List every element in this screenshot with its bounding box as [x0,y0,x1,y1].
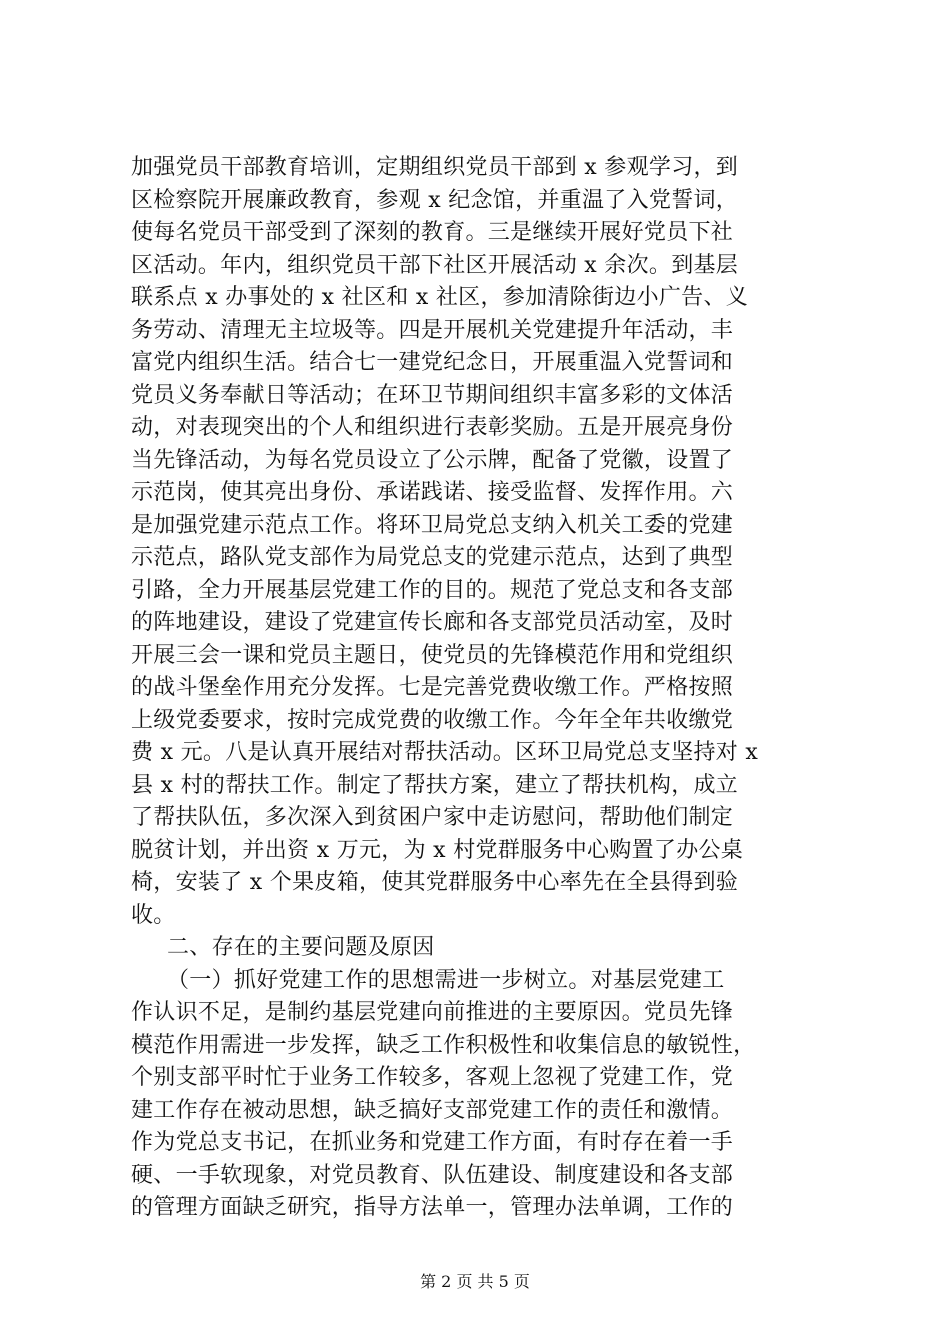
text-line: 的阵地建设，建设了党建宣传长廊和各支部党员活动室，及时 [131,610,734,635]
text-line: 加强党员干部教育培训，定期组织党员干部到 x 参观学习，到 [131,155,739,180]
subsection-line: 的管理方面缺乏研究，指导方法单一，管理办法单调，工作的 [131,1195,734,1220]
subsection-line: 建工作存在被动思想，缺乏搞好支部党建工作的责任和激情。 [131,1097,734,1123]
text-line: 富党内组织生活。结合七一建党纪念日，开展重温入党誓词和 [131,350,734,375]
text-line: 区活动。年内，组织党员干部下社区开展活动 x 余次。到基层 [131,252,739,278]
subsection-line: 作认识不足，是制约基层党建向前推进的主要原因。党员先锋 [131,1000,734,1025]
text-line: 当先锋活动，为每名党员设立了公示牌，配备了党徽，设置了 [131,447,734,473]
page-footer [0,1270,950,1294]
document-body [131,152,831,1225]
text-line: 务劳动、清理无主垃圾等。四是开展机关党建提升年活动，丰 [131,317,734,343]
text-line: 费 x 元。八是认真开展结对帮扶活动。区环卫局党总支坚持对 x [131,740,759,765]
text-line: 引路，全力开展基层党建工作的目的。规范了党总支和各支部 [131,577,734,603]
subsection-line: 作为党总支书记，在抓业务和党建工作方面，有时存在着一手 [131,1130,734,1155]
text-line: 动，对表现突出的个人和组织进行表彰奖励。五是开展亮身份 [131,415,734,440]
text-line: 使每名党员干部受到了深刻的教育。三是继续开展好党员下社 [131,220,734,245]
text-line: 联系点 x 办事处的 x 社区和 x 社区，参加清除街边小广告、义 [131,285,749,310]
text-line: 区检察院开展廉政教育，参观 x 纪念馆，并重温了入党誓词， [131,187,739,213]
text-line: 党员义务奉献日等活动；在环卫节期间组织丰富多彩的文体活 [131,382,734,408]
text-line: 是加强党建示范点工作。将环卫局党总支纳入机关工委的党建 [131,512,734,538]
text-line: 示范点，路队党支部作为局党总支的党建示范点，达到了典型 [131,545,734,570]
subsection-line: （一）抓好党建工作的思想需进一步树立。对基层党建工 [167,967,725,993]
text-line: 收。 [131,902,176,928]
text-line: 脱贫计划，并出资 x 万元，为 x 村党群服务中心购置了办公桌 [131,837,744,863]
text-line: 椅，安装了 x 个果皮箱，使其党群服务中心率先在全县得到验 [131,870,739,895]
subsection-line: 模范作用需进一步发挥，缺乏工作积极性和收集信息的敏锐性， [131,1032,756,1058]
subsection-line: 个别支部平时忙于业务工作较多，客观上忽视了党建工作，党 [131,1065,734,1090]
section-heading: 二、存在的主要问题及原因 [167,935,435,960]
text-line: 开展三会一课和党员主题日，使党员的先锋模范作用和党组织 [131,642,734,668]
subsection-line: 硬、一手软现象，对党员教育、队伍建设、制度建设和各支部 [131,1162,734,1188]
text-line: 示范岗，使其亮出身份、承诺践诺、接受监督、发挥作用。六 [131,480,734,505]
page-number: 第 2 页 共 5 页 [420,1272,530,1291]
text-line: 县 x 村的帮扶工作。制定了帮扶方案，建立了帮扶机构，成立 [131,772,739,798]
text-line: 了帮扶队伍，多次深入到贫困户家中走访慰问，帮助他们制定 [131,805,734,830]
text-line: 的战斗堡垒作用充分发挥。七是完善党费收缴工作。严格按照 [131,675,734,700]
text-line: 上级党委要求，按时完成党费的收缴工作。今年全年共收缴党 [131,707,734,733]
